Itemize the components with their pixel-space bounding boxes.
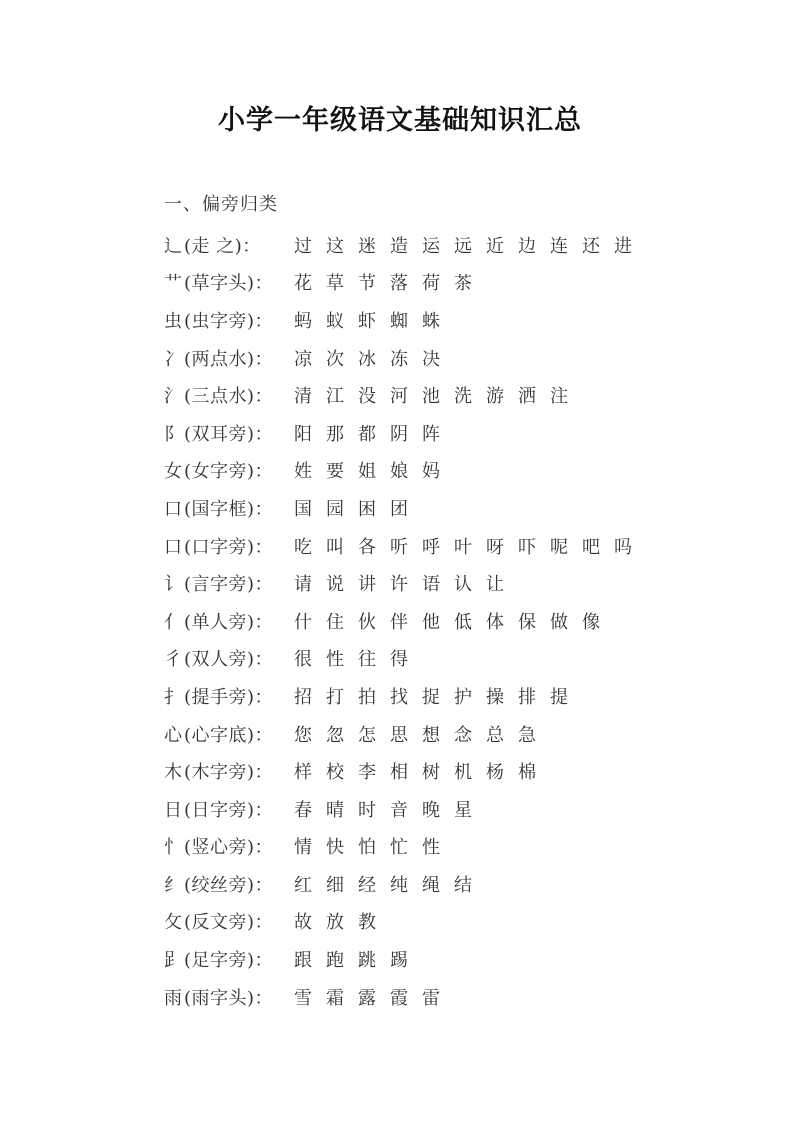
example-character: 念: [454, 724, 472, 746]
radical-name: (走 之)：: [184, 235, 261, 257]
example-characters: [294, 758, 550, 784]
example-character: 晚: [422, 799, 440, 821]
example-character: 凉: [294, 348, 312, 370]
example-character: 吃: [294, 536, 312, 558]
example-character: 蜘: [390, 310, 408, 332]
radical-row: [164, 564, 784, 602]
example-characters: [294, 232, 646, 258]
example-character: 妈: [422, 461, 440, 483]
radical-row: [164, 903, 784, 941]
example-character: 往: [358, 649, 376, 671]
example-character: 荷: [422, 273, 440, 295]
example-character: 总: [486, 724, 504, 746]
example-character: 蚂: [294, 310, 312, 332]
radical-symbol: 攵: [164, 912, 182, 934]
example-characters: [294, 721, 550, 747]
example-character: 情: [294, 837, 312, 859]
example-character: 草: [326, 273, 344, 295]
example-character: 踢: [390, 950, 408, 972]
example-character: 跳: [358, 950, 376, 972]
example-character: 茶: [454, 273, 472, 295]
example-character: 落: [390, 273, 408, 295]
example-character: 听: [390, 536, 408, 558]
example-character: 认: [454, 574, 472, 596]
radical-row: [164, 414, 784, 452]
radical-row: [164, 301, 784, 339]
example-character: 时: [358, 799, 376, 821]
radical-row: [164, 940, 784, 978]
radical-symbol: 虫: [164, 310, 182, 332]
radical-name: (双人旁)：: [184, 649, 274, 671]
radical-row: [164, 790, 784, 828]
example-character: 霞: [390, 987, 408, 1009]
example-character: 很: [294, 649, 312, 671]
example-character: 操: [486, 686, 504, 708]
example-character: 跟: [294, 950, 312, 972]
example-character: 节: [358, 273, 376, 295]
example-character: 决: [422, 348, 440, 370]
example-character: 都: [358, 423, 376, 445]
example-character: 蚁: [326, 310, 344, 332]
example-character: 性: [422, 837, 440, 859]
radical-name: (日字旁)：: [184, 799, 274, 821]
example-character: 李: [358, 762, 376, 784]
example-character: 做: [550, 611, 568, 633]
radical-symbol: 艹: [164, 273, 182, 295]
example-characters: [294, 608, 614, 634]
radical-name: (虫字旁)：: [184, 310, 274, 332]
example-character: 蛛: [422, 310, 440, 332]
example-character: 没: [358, 386, 376, 408]
example-character: 池: [422, 386, 440, 408]
radical-row: [164, 264, 784, 302]
example-character: 进: [614, 235, 632, 257]
example-characters: [294, 796, 486, 822]
example-character: 保: [518, 611, 536, 633]
example-character: 红: [294, 874, 312, 896]
radical-row: [164, 978, 784, 1016]
example-character: 教: [358, 912, 376, 934]
example-character: 杨: [486, 762, 504, 784]
radical-row: [164, 752, 784, 790]
example-character: 打: [326, 686, 344, 708]
example-character: 呀: [486, 536, 504, 558]
example-characters: [294, 307, 454, 333]
radical-name: (竖心旁)：: [184, 837, 274, 859]
radical-symbol: 忄: [164, 837, 182, 859]
example-character: 得: [390, 649, 408, 671]
example-character: 护: [454, 686, 472, 708]
example-character: 细: [326, 874, 344, 896]
example-character: 低: [454, 611, 472, 633]
example-character: 阳: [294, 423, 312, 445]
example-character: 请: [294, 574, 312, 596]
example-character: 洗: [454, 386, 472, 408]
example-characters: [294, 420, 454, 446]
example-character: 晴: [326, 799, 344, 821]
example-character: 说: [326, 574, 344, 596]
example-character: 拍: [358, 686, 376, 708]
example-character: 呼: [422, 536, 440, 558]
radical-name: (口字旁)：: [184, 536, 274, 558]
example-character: 近: [486, 235, 504, 257]
example-character: 阵: [422, 423, 440, 445]
radical-row: [164, 677, 784, 715]
example-character: 找: [390, 686, 408, 708]
example-character: 他: [422, 611, 440, 633]
example-character: 还: [582, 235, 600, 257]
example-character: 想: [422, 724, 440, 746]
radical-symbol: 口: [164, 536, 182, 558]
example-character: 伙: [358, 611, 376, 633]
radical-row: [164, 527, 784, 565]
radical-name: (反文旁)：: [184, 912, 274, 934]
example-character: 经: [358, 874, 376, 896]
radical-symbol: 亻: [164, 611, 182, 633]
example-character: 要: [326, 461, 344, 483]
radical-symbol: 木: [164, 762, 182, 784]
example-character: 住: [326, 611, 344, 633]
example-character: 让: [486, 574, 504, 596]
example-character: 吗: [614, 536, 632, 558]
example-character: 洒: [518, 386, 536, 408]
radical-row: [164, 602, 784, 640]
example-character: 语: [422, 574, 440, 596]
example-characters: [294, 495, 422, 521]
example-characters: [294, 871, 486, 897]
example-character: 您: [294, 724, 312, 746]
example-character: 冻: [390, 348, 408, 370]
example-character: 困: [358, 498, 376, 520]
radical-row: [164, 715, 784, 753]
example-character: 排: [518, 686, 536, 708]
example-character: 怕: [358, 837, 376, 859]
example-character: 造: [390, 235, 408, 257]
radical-name: (女字旁)：: [184, 461, 274, 483]
example-character: 花: [294, 273, 312, 295]
example-character: 结: [454, 874, 472, 896]
example-character: 国: [294, 498, 312, 520]
example-character: 棉: [518, 762, 536, 784]
example-characters: [294, 382, 582, 408]
example-character: 讲: [358, 574, 376, 596]
example-character: 纯: [390, 874, 408, 896]
radical-symbol: 女: [164, 461, 182, 483]
example-character: 河: [390, 386, 408, 408]
example-characters: [294, 457, 454, 483]
radical-row: [164, 828, 784, 866]
example-character: 树: [422, 762, 440, 784]
example-character: 迷: [358, 235, 376, 257]
example-character: 校: [326, 762, 344, 784]
radical-symbol: 雨: [164, 987, 182, 1009]
radical-symbol: 冫: [164, 348, 182, 370]
example-character: 姓: [294, 461, 312, 483]
radical-name: (提手旁)：: [184, 686, 274, 708]
example-character: 绳: [422, 874, 440, 896]
radical-row: [164, 452, 784, 490]
example-character: 次: [326, 348, 344, 370]
example-character: 远: [454, 235, 472, 257]
example-character: 阴: [390, 423, 408, 445]
example-character: 这: [326, 235, 344, 257]
radical-name: (国字框)：: [184, 498, 274, 520]
example-character: 呢: [550, 536, 568, 558]
radical-row: [164, 376, 784, 414]
example-character: 清: [294, 386, 312, 408]
radical-name: (草字头)：: [184, 273, 274, 295]
example-character: 跑: [326, 950, 344, 972]
example-characters: [294, 269, 486, 295]
example-character: 各: [358, 536, 376, 558]
example-character: 什: [294, 611, 312, 633]
example-character: 相: [390, 762, 408, 784]
example-character: 春: [294, 799, 312, 821]
radical-symbol: 纟: [164, 874, 182, 896]
radical-name: (绞丝旁)：: [184, 874, 274, 896]
example-character: 忙: [390, 837, 408, 859]
radical-symbol: 彳: [164, 649, 182, 671]
example-character: 像: [582, 611, 600, 633]
radical-name: (三点水)：: [184, 386, 274, 408]
example-character: 边: [518, 235, 536, 257]
page-title: 小学一年级语文基础知识汇总: [218, 105, 582, 136]
example-character: 叫: [326, 536, 344, 558]
example-character: 冰: [358, 348, 376, 370]
radical-list: [164, 226, 784, 1015]
example-characters: [294, 683, 582, 709]
radical-symbol: 𧾷: [164, 950, 182, 972]
example-character: 园: [326, 498, 344, 520]
example-character: 音: [390, 799, 408, 821]
radical-row: [164, 489, 784, 527]
radical-row: [164, 865, 784, 903]
example-characters: [294, 645, 422, 671]
radical-name: (木字旁)：: [184, 762, 274, 784]
example-character: 虾: [358, 310, 376, 332]
example-character: 连: [550, 235, 568, 257]
example-character: 雷: [422, 987, 440, 1009]
radical-name: (足字旁)：: [184, 950, 274, 972]
radical-symbol: 阝: [164, 423, 182, 445]
example-character: 招: [294, 686, 312, 708]
radical-name: (双耳旁)：: [184, 423, 274, 445]
example-character: 提: [550, 686, 568, 708]
example-characters: [294, 984, 454, 1010]
example-characters: [294, 570, 518, 596]
example-character: 故: [294, 912, 312, 934]
example-characters: [294, 908, 390, 934]
example-character: 急: [518, 724, 536, 746]
example-character: 姐: [358, 461, 376, 483]
example-character: 吧: [582, 536, 600, 558]
example-characters: [294, 946, 422, 972]
example-characters: [294, 833, 454, 859]
radical-name: (雨字头)：: [184, 987, 274, 1009]
example-character: 机: [454, 762, 472, 784]
radical-row: [164, 640, 784, 678]
radical-symbol: 日: [164, 799, 182, 821]
example-character: 运: [422, 235, 440, 257]
radical-row: [164, 226, 784, 264]
example-character: 霜: [326, 987, 344, 1009]
example-character: 许: [390, 574, 408, 596]
example-character: 星: [454, 799, 472, 821]
example-characters: [294, 345, 454, 371]
radical-symbol: 扌: [164, 686, 182, 708]
example-character: 露: [358, 987, 376, 1009]
section-heading: 一、偏旁归类: [164, 194, 278, 215]
radical-name: (两点水)：: [184, 348, 274, 370]
example-character: 游: [486, 386, 504, 408]
example-character: 捉: [422, 686, 440, 708]
radical-row: [164, 339, 784, 377]
example-character: 快: [326, 837, 344, 859]
example-character: 叶: [454, 536, 472, 558]
example-character: 伴: [390, 611, 408, 633]
example-character: 思: [390, 724, 408, 746]
example-character: 雪: [294, 987, 312, 1009]
example-character: 忽: [326, 724, 344, 746]
example-character: 体: [486, 611, 504, 633]
example-characters: [294, 533, 646, 559]
radical-symbol: 讠: [164, 574, 182, 596]
example-character: 注: [550, 386, 568, 408]
radical-symbol: 辶: [164, 235, 182, 257]
example-character: 娘: [390, 461, 408, 483]
example-character: 江: [326, 386, 344, 408]
radical-name: (单人旁)：: [184, 611, 274, 633]
example-character: 那: [326, 423, 344, 445]
radical-symbol: 口: [164, 498, 182, 520]
example-character: 过: [294, 235, 312, 257]
radical-name: (言字旁)：: [184, 574, 274, 596]
radical-symbol: 氵: [164, 386, 182, 408]
example-character: 样: [294, 762, 312, 784]
example-character: 放: [326, 912, 344, 934]
radical-name: (心字底)：: [184, 724, 274, 746]
example-character: 团: [390, 498, 408, 520]
example-character: 吓: [518, 536, 536, 558]
radical-symbol: 心: [164, 724, 182, 746]
example-character: 怎: [358, 724, 376, 746]
example-character: 性: [326, 649, 344, 671]
